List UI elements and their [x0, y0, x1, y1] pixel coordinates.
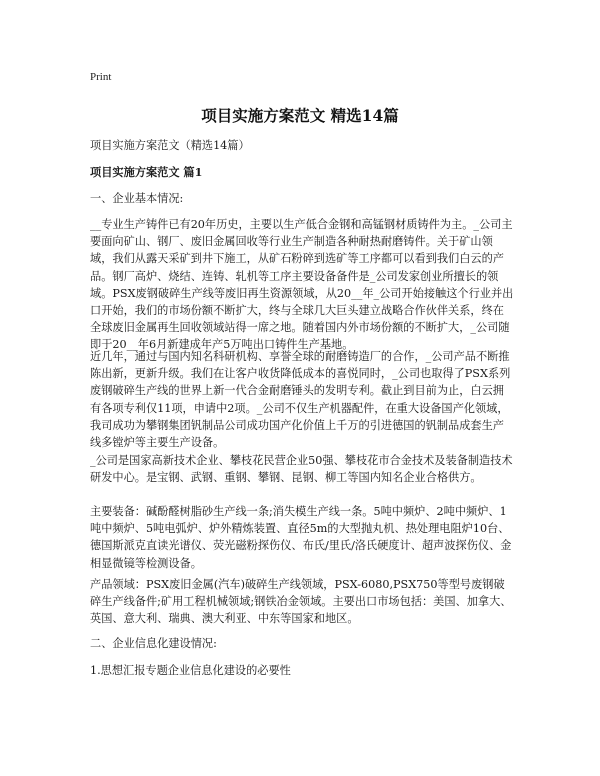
- section-heading: 项目实施方案范文 篇1: [90, 165, 203, 179]
- document-title: 项目实施方案范文 精选14篇: [201, 106, 399, 125]
- paragraph-text: _公司是国家高新技术企业、攀枝花民营企业50强、攀枝花市合金技术及装备制造技术研发中心。是宝钢、武钢、重钢、攀钢、昆钢、柳工等国内知名企业合格供方。: [90, 454, 513, 485]
- paragraph-text: 主要装备：碱酚醛树脂砂生产线一条;消失模生产线一条。5吨中频炉、2吨中频炉、1吨中频炉、5吨电弧炉、炉外精炼装置、直径5m的大型抛丸机、热处理电阻炉10台、德国斯派克直读光谱仪、荧光磁粉探伤仪、布氏/里氏/洛氏硬度计、超声波探伤仪、金相显微镜等检测设备。: [90, 505, 512, 570]
- paragraph: [90, 576, 514, 628]
- paragraph-text: __专业生产铸件已有20年历史，主要以生产低合金钢和高锰钢材质铸件为主。_公司主要面向矿山、钢厂、废旧金属回收等行业生产制造各种耐热耐磨铸件。关于矿山领域，我们从露天采矿到井下施工，从矿石粉碎到选矿等工序都可以看到我们白云的产品。钢厂高炉、烧结、连铸、轧机等工序主要设备备件是_公司发家创业所擅长的领域。PSX废钢破碎生产线等废旧再生资源领域，从20__年_公司开始接触这个行业并出口开始，我们的市场份额不断扩大，终与全球几大巨头建立战略合作伙伴关系，终在全球废旧金属再生回收领域站得一席之地。随着国内外市场份额的不断扩大，_公司随即于20__年6月新建成年产5万吨出口铸件生产基地。: [90, 218, 514, 352]
- print-label: Print: [90, 71, 112, 83]
- subsection-title: 1.思想汇报专题企业信息化建设的必要性: [90, 664, 291, 677]
- paragraph: [90, 503, 514, 572]
- paragraph: [90, 348, 514, 451]
- paragraph-text: 产品领域：PSX废旧金属(汽车)破碎生产线领域，PSX-6080,PSX750等型号废钢破碎生产线备件;矿用工程机械领域;钢铁冶金领域。主要出口市场包括：美国、加拿大、英国、意大利、瑞典、澳大利亚、中东等国家和地区。: [90, 578, 512, 626]
- section-title-1: 一、企业基本情况:: [90, 192, 184, 205]
- paragraph: [90, 216, 514, 354]
- paragraph-text: 近几年，通过与国内知名科研机构、享誉全球的耐磨铸造厂的合作，_公司产品不断推陈出新，更新升级。我们在让客户收货降低成本的喜悦同时，_公司也取得了PSX系列废钢破碎生产线的世界上新一代合金耐磨锤头的发明专利。截止到目前为止，白云拥有各项专利仅11项，申请中2项。_公司不仅生产机器配件，在重大设备国产化领域，我司成功为攀钢集团钒制品公司成功国产化价值上千万的引进德国的钒制品成套生产线多镗炉等主要生产设备。: [90, 350, 511, 450]
- document-subtitle: 项目实施方案范文（精选14篇）: [90, 139, 250, 152]
- paragraph: [90, 452, 514, 486]
- section-title-2: 二、企业信息化建设情况:: [90, 637, 217, 650]
